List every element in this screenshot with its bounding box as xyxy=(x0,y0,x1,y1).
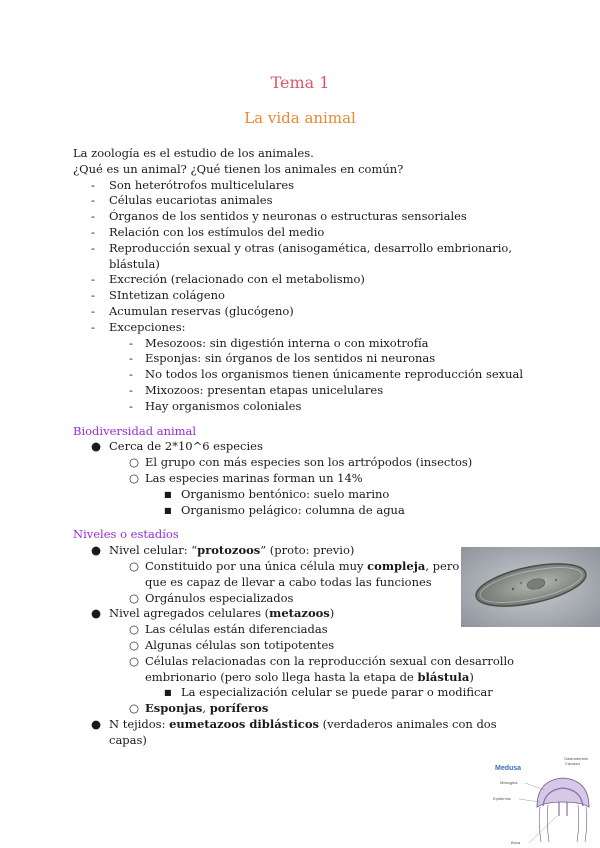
medusa-part-label: Cavidad xyxy=(565,761,580,766)
exception-item: - No todos los organismos tienen únicamente reproducción sexual xyxy=(129,367,524,382)
list-item: ○ Esponjas, poríferos xyxy=(129,701,269,716)
list-item: ○ Células relacionadas con la reproducción sexual con desarrollo xyxy=(129,653,515,668)
trait-item: - Excepciones: xyxy=(91,319,186,334)
list-item: ○ Constituido por una única célula muy compleja, pero xyxy=(129,558,460,573)
exception-item: - Hay organismos coloniales xyxy=(129,398,302,413)
document-title: Tema 1 xyxy=(270,73,330,92)
trait-item: - Relación con los estímulos del medio xyxy=(91,224,325,239)
section-heading-levels: Niveles o estadíos xyxy=(73,527,179,542)
trait-item: - Son heterótrofos multicelulares xyxy=(91,177,295,192)
list-item: ○ Orgánulos especializados xyxy=(129,590,294,605)
trait-item: - SIntetizan colágeno xyxy=(91,288,225,303)
medusa-label: Medusa xyxy=(495,765,522,772)
list-item-continuation: que es capaz de llevar a cabo todas las funciones xyxy=(145,574,432,589)
trait-item-continuation: blástula) xyxy=(109,256,160,271)
exception-item: - Esponjas: sin órganos de los sentidos ni neuronas xyxy=(129,351,436,366)
intro-line-2: ¿Qué es un animal? ¿Qué tienen los animales en común? xyxy=(73,161,404,176)
exception-item: - Mesozoos: sin digestión interna o con mixotrofía xyxy=(129,335,429,350)
list-item: ■ La especialización celular se puede parar o modificar xyxy=(164,685,493,700)
list-item: ● Nivel agregados celulares (metazoos) xyxy=(91,606,335,621)
medusa-part-label: Epidermis xyxy=(493,796,511,801)
list-item: ● Cerca de 2*10^6 especies xyxy=(91,439,263,454)
list-item: ● N tejidos: eumetazoos diblásticos (verdaderos animales con dos xyxy=(91,716,497,731)
document-subtitle: La vida animal xyxy=(244,109,356,127)
list-item: ● Nivel celular: “protozoos” (proto: previo) xyxy=(91,543,355,558)
medusa-diagram xyxy=(485,752,600,848)
list-item: ■ Organismo pelágico: columna de agua xyxy=(164,502,405,517)
list-item: ○ Las especies marinas forman un 14% xyxy=(129,470,363,485)
list-item-continuation: embrionario (pero solo llega hasta la etapa de blástula) xyxy=(145,669,474,684)
medusa-part-label: Gastrodermis xyxy=(564,756,589,761)
list-item: ○ El grupo con más especies son los artrópodos (insectos) xyxy=(129,455,473,470)
list-item: ■ Organismo bentónico: suelo marino xyxy=(164,486,390,501)
document-body xyxy=(73,146,524,748)
list-item-continuation: capas) xyxy=(109,732,147,747)
trait-item: - Reproducción sexual y otras (anisogamética, desarrollo embrionario, xyxy=(91,240,513,255)
protozoan-image xyxy=(461,547,600,627)
trait-item: - Excreción (relacionado con el metabolismo) xyxy=(91,272,365,287)
section-heading-biodiversity: Biodiversidad animal xyxy=(73,423,197,438)
trait-item: - Órganos de los sentidos y neuronas o estructuras sensoriales xyxy=(91,209,467,224)
exception-item: - Mixozoos: presentan etapas unicelulares xyxy=(129,382,384,397)
intro-line-1: La zoología es el estudio de los animales. xyxy=(73,146,314,160)
list-item: ○ Algunas células son totipotentes xyxy=(129,637,335,652)
medusa-part-label: Boca xyxy=(511,840,521,845)
list-item: ○ Las células están diferenciadas xyxy=(129,622,328,637)
trait-item: - Células eucariotas animales xyxy=(91,193,273,208)
trait-item: - Acumulan reservas (glucógeno) xyxy=(91,303,294,318)
medusa-part-label: Mesoglea xyxy=(500,780,518,785)
